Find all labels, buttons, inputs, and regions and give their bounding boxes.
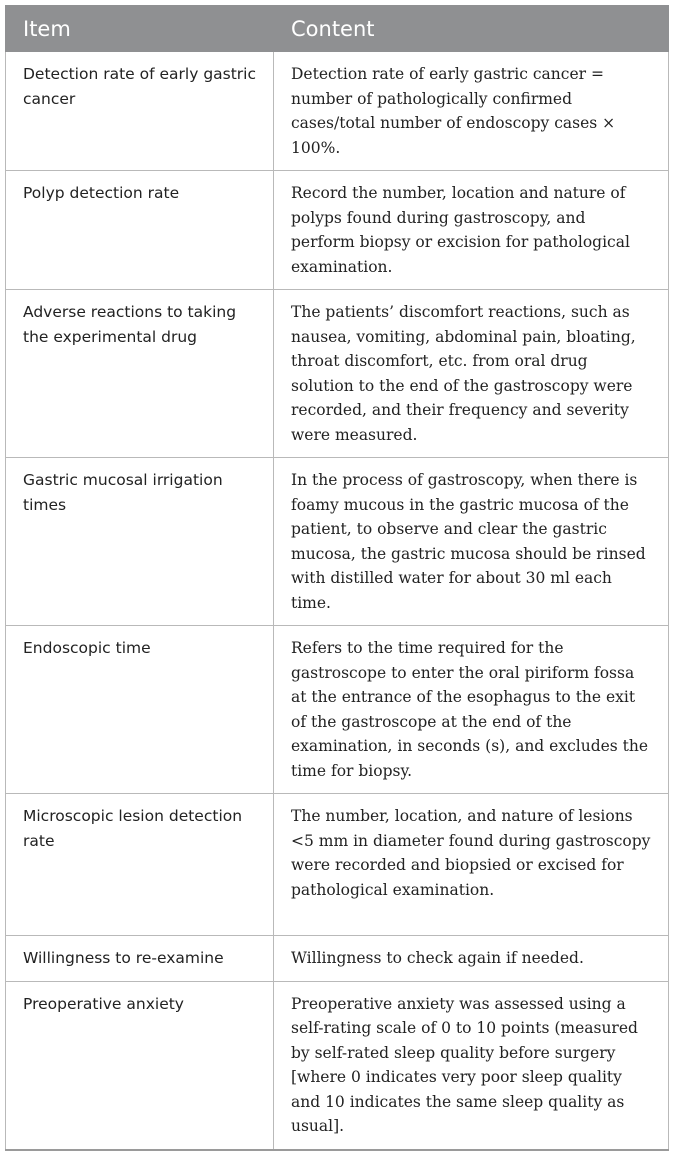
table-row: [6, 936, 669, 982]
item-cell: Gastric mucosal irrigation times: [6, 458, 274, 626]
column-header-item: Item: [6, 6, 274, 52]
table-row: [6, 171, 669, 290]
column-header-content: Content: [274, 6, 669, 52]
table-row: [6, 981, 669, 1150]
content-cell: The number, location, and nature of lesions <5 mm in diameter found during gastroscopy were recorded and biopsied or excised for pathological examination.: [274, 794, 669, 936]
table-row: [6, 52, 669, 171]
table-row: [6, 794, 669, 936]
content-cell: Detection rate of early gastric cancer = number of pathologically confirmed cases/total number of endoscopy cases × 100%.: [274, 52, 669, 171]
table-row: [6, 626, 669, 794]
content-cell: Preoperative anxiety was assessed using a self-rating scale of 0 to 10 points (measured by self-rated sleep quality before surgery [where 0 indicates very poor sleep quality and 10 indicates the same sleep quality as usual].: [274, 981, 669, 1150]
item-cell: Detection rate of early gastric cancer: [6, 52, 274, 171]
outcome-measures-table: [5, 5, 669, 1151]
content-cell: Record the number, location and nature of polyps found during gastroscopy, and perform biopsy or excision for pathological examination.: [274, 171, 669, 290]
item-cell: Polyp detection rate: [6, 171, 274, 290]
item-cell: Willingness to re-examine: [6, 936, 274, 982]
item-cell: Endoscopic time: [6, 626, 274, 794]
content-cell: Willingness to check again if needed.: [274, 936, 669, 982]
content-cell: Refers to the time required for the gastroscope to enter the oral piriform fossa at the entrance of the esophagus to the exit of the gastroscope at the end of the examination, in seconds (s), and excludes the time for biopsy.: [274, 626, 669, 794]
item-cell: Adverse reactions to taking the experimental drug: [6, 290, 274, 458]
item-cell: Microscopic lesion detection rate: [6, 794, 274, 936]
item-cell: Preoperative anxiety: [6, 981, 274, 1150]
table-row: [6, 290, 669, 458]
content-cell: The patients’ discomfort reactions, such as nausea, vomiting, abdominal pain, bloating, throat discomfort, etc. from oral drug solution to the end of the gastroscopy were recorded, and their frequency and severity were measured.: [274, 290, 669, 458]
content-cell: In the process of gastroscopy, when there is foamy mucous in the gastric mucosa of the patient, to observe and clear the gastric mucosa, the gastric mucosa should be rinsed with distilled water for about 30 ml each time.: [274, 458, 669, 626]
table-row: [6, 458, 669, 626]
header-row: [6, 6, 669, 52]
